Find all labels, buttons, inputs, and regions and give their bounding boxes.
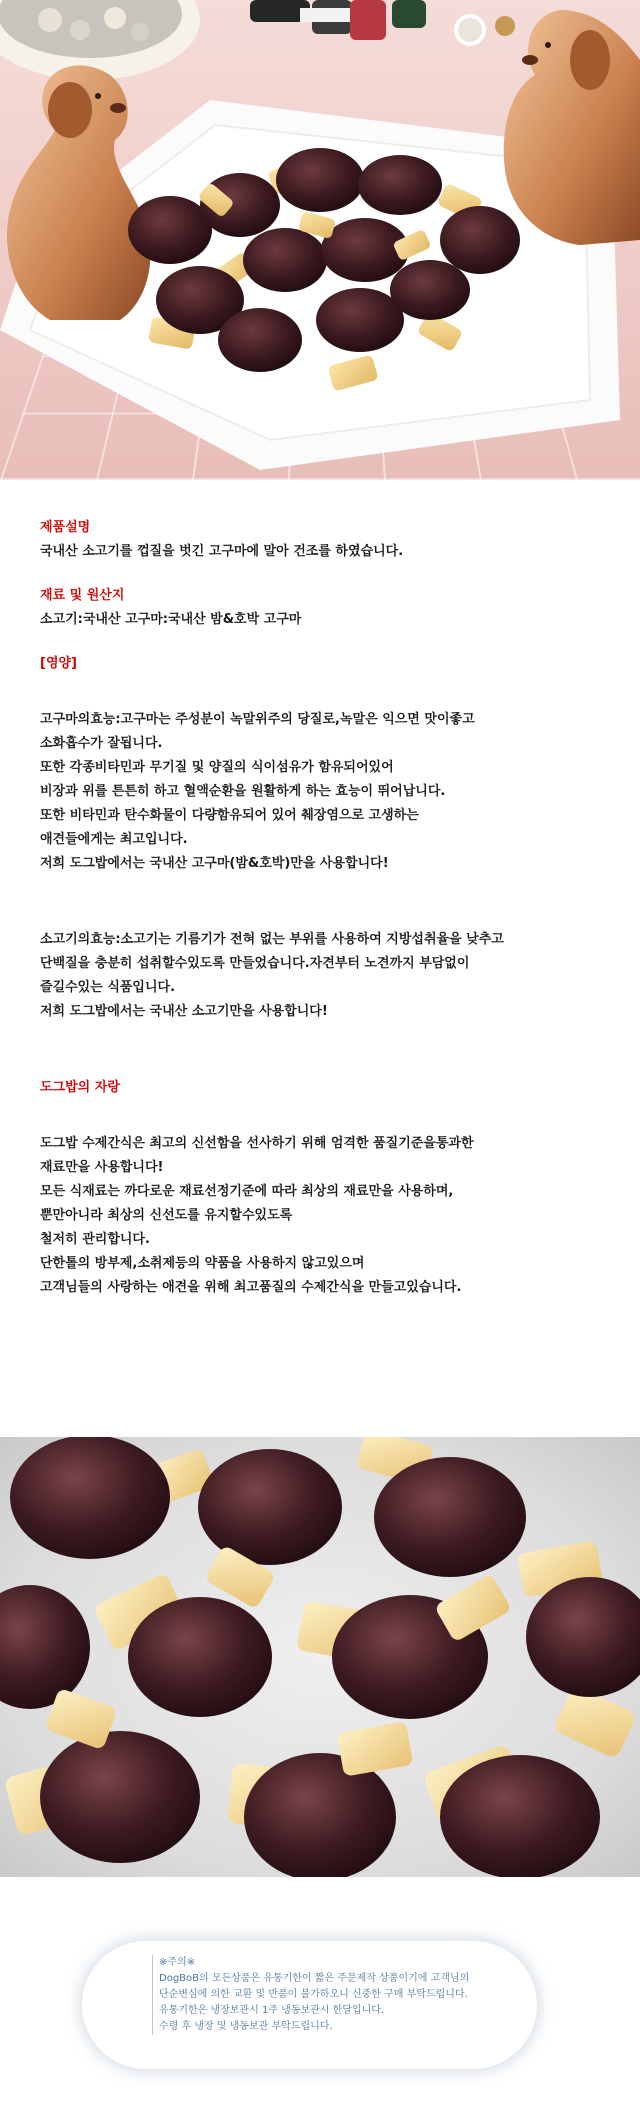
top-product-photo [0,0,640,480]
notice-line: 유통기한은 냉장보관시 1주 냉동보관시 한달입니다. [159,2005,385,2016]
bottom-product-photo [0,1437,640,1877]
desc-text: 국내산 소고기를 껍질을 벗긴 고구마에 말아 건조를 하였습니다. [40,544,404,559]
nutrition-heading: [영양] [40,656,77,671]
sweetpotato-line: 소화흡수가 잘됩니다. [40,736,163,751]
beef-benefits [40,928,620,1024]
beef-line: 즐길수있는 식품입니다. [40,980,176,995]
ingredients-text: 소고기:국내산 고구마:국내산 밤&호박 고구마 [40,612,302,627]
desc-heading: 제품설명 [40,520,91,535]
beef-line: 저희 도그밥에서는 국내산 소고기만을 사용합니다! [40,1004,328,1019]
pride-line: 모든 식재료는 까다로운 재료선정기준에 따라 최상의 재료만을 사용하며, [40,1184,454,1199]
notice-line: DogBoB의 모든상품은 유통기한이 짧은 주문제작 상품이기에 고객님의 [159,1973,470,1984]
sweetpotato-line: 애견들에게는 최고입니다. [40,832,188,847]
sweetpotato-line: 또한 각종비타민과 무기질 및 양질의 식이섬유가 함유되어있어 [40,760,394,775]
pride-line: 도그밥 수제간식은 최고의 신선함을 선사하기 위해 엄격한 품질기준을통과한 [40,1136,474,1151]
pride-line: 철저히 관리합니다. [40,1232,150,1247]
pride-line: 단한톨의 방부제,소취제등의 약품을 사용하지 않고있으며 [40,1256,365,1271]
treat-closeup-pile [0,1437,640,1877]
sweetpotato-line: 저희 도그밥에서는 국내산 고구마(밤&호박)만을 사용합니다! [40,856,389,871]
sweetpotato-line: 비장과 위를 튼튼히 하고 혈액순환을 원활하게 하는 효능이 뛰어납니다. [40,784,446,799]
sweetpotato-benefits [40,708,620,876]
pride-line: 재료만을 사용합니다! [40,1160,164,1175]
plate-scene-illustration [0,0,640,480]
sweetpotato-line: 고구마의효능:고구마는 주성분이 녹말위주의 당질로,녹말은 익으면 맛이좋고 [40,712,475,727]
treat-closeup-illustration [0,1437,640,1877]
notice-title: ※주의※ [159,1957,196,1968]
pride-line: 고객님들의 사랑하는 애견을 위해 최고품질의 수제간식을 만들고있습니다. [40,1280,462,1295]
beef-line: 소고기의효능:소고기는 기름기가 전혀 없는 부위를 사용하여 지방섭취율을 낮추고 [40,932,504,947]
notice-card [82,1941,537,2069]
beef-line: 단백질을 충분히 섭취할수있도록 만들었습니다.자견부터 노견까지 부담없이 [40,956,470,971]
pride-heading: 도그밥의 자랑 [40,1080,120,1095]
notice-line: 단순변심에 의한 교환 및 반품이 불가하오니 신중한 구매 부탁드립니다. [159,1989,468,2000]
notice-area [0,1877,640,2119]
pride-section [40,1132,620,1300]
notice-line: 수령 후 냉장 및 냉동보관 부탁드립니다. [159,2021,333,2032]
product-description [40,516,620,1300]
sweetpotato-line: 또한 비타민과 탄수화물이 다량함유되어 있어 췌장염으로 고생하는 [40,808,419,823]
notice-text [152,1955,522,2035]
ingredients-heading: 재료 및 원산지 [40,588,125,603]
pride-line: 뿐만아니라 최상의 신선도를 유지할수있도록 [40,1208,293,1223]
